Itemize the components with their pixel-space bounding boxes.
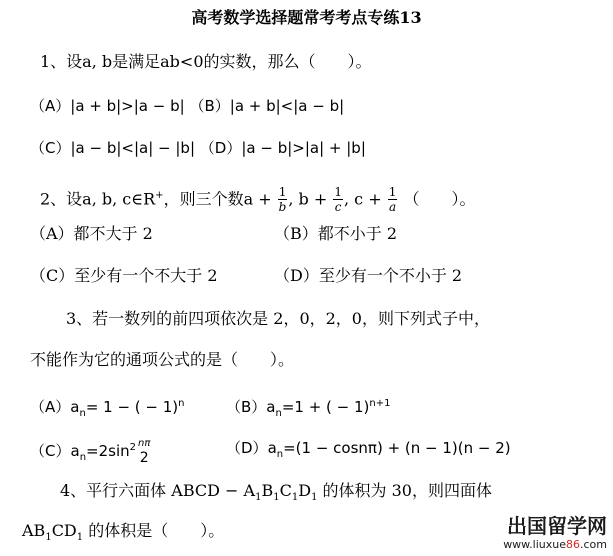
q2-frac1-num: 1 bbox=[278, 185, 287, 200]
q4-line1-pre: 4、平行六面体 ABCD − A bbox=[60, 481, 256, 500]
q4-line2-s1: 1 bbox=[45, 532, 52, 544]
q1-options-row2 bbox=[30, 138, 366, 158]
q2-fraction-1 bbox=[278, 185, 288, 214]
q2-fraction-2 bbox=[333, 185, 343, 214]
q1-option-a: （A）|a + b|>|a − b| bbox=[30, 97, 185, 115]
q4-line2-post: 的体积是（ ）。 bbox=[83, 521, 225, 540]
q3-opt-a-pre: a bbox=[70, 398, 80, 416]
q4-line1-s2: 1 bbox=[273, 492, 280, 504]
q2-stem bbox=[40, 178, 475, 214]
q3-opt-a-sup: n bbox=[178, 398, 185, 409]
q3-opt-c-frac-num: nπ bbox=[138, 437, 151, 449]
q2-frac1-den: b bbox=[278, 200, 287, 215]
q4-line1 bbox=[60, 481, 492, 508]
q3-option-c bbox=[30, 428, 150, 468]
q2-frac3-den: a bbox=[388, 200, 397, 215]
q2-stem-prefix: 2、设a, b, c∈R bbox=[40, 189, 156, 209]
q3-option-d bbox=[226, 438, 511, 465]
q4-line1-d: D bbox=[298, 481, 312, 500]
q3-option-a bbox=[30, 394, 185, 424]
watermark-url bbox=[477, 538, 607, 552]
watermark-url-accent: 86 bbox=[566, 538, 580, 551]
q3-opt-b-sup: n+1 bbox=[369, 398, 391, 409]
q3-opt-d-pre: a bbox=[267, 439, 277, 457]
q4-line2-c: CD bbox=[51, 521, 77, 540]
q3-opt-c-mid: =2sin bbox=[86, 442, 130, 460]
q2-sep1: , b + bbox=[288, 189, 328, 209]
q2-option-c: （C）至少有一个不大于 2 bbox=[30, 266, 218, 285]
q2-option-a: （A）都不大于 2 bbox=[30, 224, 153, 243]
q3-opt-c-label: （C） bbox=[30, 442, 71, 460]
q4-line1-post: 的体积为 30，则四面体 bbox=[317, 481, 492, 500]
q4-line1-s1: 1 bbox=[255, 492, 262, 504]
q2-stem-sup: + bbox=[155, 190, 164, 201]
q3-opt-c-pre: a bbox=[70, 442, 80, 460]
q2-frac3-num: 1 bbox=[388, 185, 397, 200]
q3-opt-c-sub: n bbox=[79, 452, 87, 463]
q2-frac2-num: 1 bbox=[334, 185, 342, 200]
q3-opt-d-sub: n bbox=[276, 449, 284, 460]
q4-line1-s4: 1 bbox=[311, 492, 318, 504]
q4-line2 bbox=[22, 521, 224, 548]
q1-option-d: （D）|a − b|>|a| + |b| bbox=[199, 139, 366, 157]
q2-stem-mid: ，则三个数a + bbox=[163, 189, 272, 209]
q3-stem-line1: 3、若一数列的前四项依次是 2，0，2，0，则下列式子中， bbox=[66, 309, 490, 328]
q3-opt-b-sub: n bbox=[275, 408, 282, 419]
q2-stem-end: （ ）。 bbox=[403, 189, 476, 209]
watermark-url-post: .com bbox=[580, 538, 607, 551]
q1-option-b: （B）|a + b|<|a − b| bbox=[189, 97, 345, 115]
q4-line2-s2: 1 bbox=[76, 532, 84, 544]
q2-fraction-3 bbox=[388, 185, 398, 214]
q3-opt-a-label: （A） bbox=[30, 398, 71, 416]
site-watermark bbox=[477, 514, 607, 554]
q2-frac2-den: c bbox=[334, 200, 342, 215]
q3-opt-b-mid: =1 + ( − 1) bbox=[281, 398, 370, 416]
watermark-url-pre: www.liuxue bbox=[503, 538, 566, 551]
q3-opt-c-fraction bbox=[138, 438, 150, 466]
q3-opt-c-frac-den: 2 bbox=[139, 449, 149, 466]
q4-line1-c: C bbox=[279, 481, 292, 500]
page-title: 高考数学选择题常考考点专练13 bbox=[191, 8, 422, 27]
q3-opt-d-rest: =(1 − cosnπ) + (n − 1)(n − 2) bbox=[283, 439, 511, 457]
q3-opt-a-mid: = 1 − ( − 1) bbox=[85, 398, 179, 416]
q4-line2-pre: AB bbox=[22, 521, 46, 540]
q3-opt-b-pre: a bbox=[266, 398, 276, 416]
q4-line1-s3: 1 bbox=[291, 492, 299, 504]
q3-opt-d-label: （D） bbox=[226, 439, 268, 457]
q3-opt-c-sup: 2 bbox=[129, 442, 137, 453]
q3-opt-a-sub: n bbox=[79, 408, 86, 419]
q2-sep2: , c + bbox=[343, 189, 382, 209]
q3-opt-b-label: （B） bbox=[226, 398, 267, 416]
q3-option-b bbox=[226, 394, 391, 424]
q1-options-row1 bbox=[30, 96, 344, 116]
q1-stem: 1、设a, b是满足ab<0的实数，那么（ ）。 bbox=[40, 52, 372, 71]
q4-line1-b: B bbox=[261, 481, 274, 500]
q2-option-b: （B）都不小于 2 bbox=[274, 224, 398, 243]
q2-option-d: （D）至少有一个不小于 2 bbox=[274, 266, 463, 285]
q3-stem-line2: 不能作为它的通项公式的是（ ）。 bbox=[30, 350, 295, 369]
watermark-name: 出国留学网 bbox=[507, 514, 607, 538]
q1-option-c: （C）|a − b|<|a| − |b| bbox=[30, 139, 196, 157]
